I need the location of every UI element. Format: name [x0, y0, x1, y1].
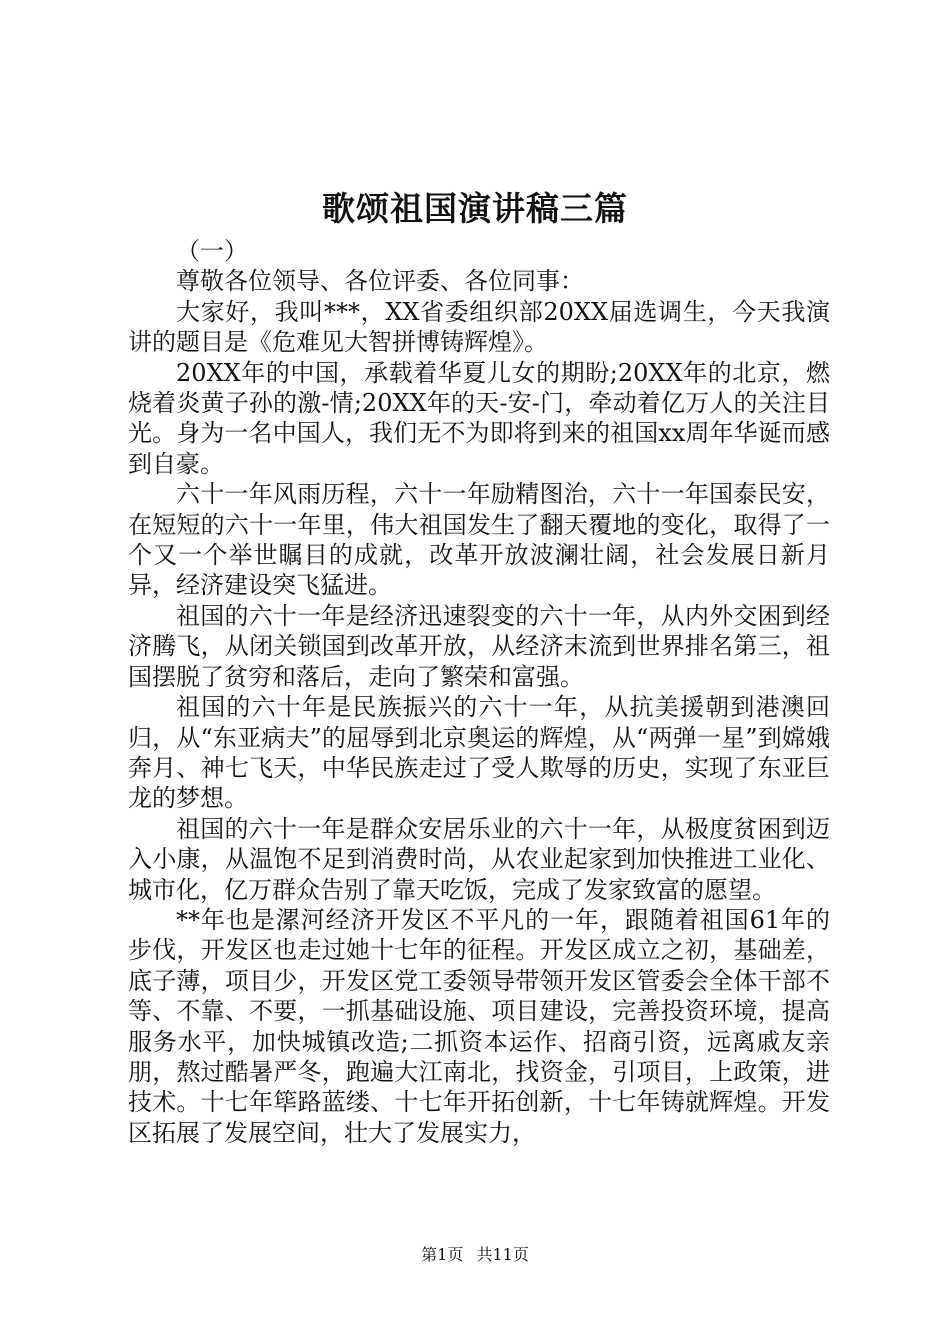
paragraph: 大家好，我叫***，XX省委组织部20XX届选调生，今天我演讲的题目是《危难见大智拼博铸辉煌》。	[128, 297, 830, 357]
document-title: 歌颂祖国演讲稿三篇	[322, 189, 628, 228]
page-footer	[0, 1244, 950, 1266]
document-body	[128, 236, 830, 1148]
paragraph: 20XX年的中国，承载着华夏儿女的期盼;20XX年的北京，燃烧着炎黄子孙的激-情;20XX年的天-安-门，牵动着亿万人的关注目光。身为一名中国人，我们无不为即将到来的祖国xx周年华诞而感到自豪。	[128, 358, 830, 478]
paragraph: 祖国的六十一年是群众安居乐业的六十一年，从极度贫困到迈入小康，从温饱不足到消费时尚，从农业起家到加快推进工业化、城市化，亿万群众告别了靠天吃饭，完成了发家致富的愿望。	[128, 814, 830, 904]
paragraph: 六十一年风雨历程，六十一年励精图治，六十一年国泰民安，在短短的六十一年里，伟大祖国发生了翻天覆地的变化，取得了一个又一个举世瞩目的成就，改革开放波澜壮阔，社会发展日新月异，经济建设突飞猛进。	[128, 480, 830, 600]
paragraph: 祖国的六十一年是经济迅速裂变的六十一年，从内外交困到经济腾飞，从闭关锁国到改革开放，从经济末流到世界排名第三，祖国摆脱了贫穷和落后，走向了繁荣和富强。	[128, 601, 830, 691]
section-marker: （一）	[176, 237, 248, 265]
page-total: 共11页	[476, 1245, 529, 1264]
page-number: 第1页	[421, 1245, 464, 1264]
salutation: 尊敬各位领导、各位评委、各位同事：	[176, 267, 584, 296]
paragraph: **年也是漯河经济开发区不平凡的一年，跟随着祖国61年的步伐，开发区也走过她十七年的征程。开发区成立之初，基础差，底子薄，项目少，开发区党工委领导带领开发区管委会全体干部不等、不靠、不要，一抓基础设施、项目建设，完善投资环境，提高服务水平，加快城镇改造;二抓资本运作、招商引资，远离戚友亲朋，熬过酷暑严冬，跑遍大江南北，找资金，引项目，上政策，进技术。十七年筚路蓝缕、十七年开拓创新，十七年铸就辉煌。开发区拓展了发展空间，壮大了发展实力，	[128, 905, 830, 1147]
paragraph: 祖国的六十年是民族振兴的六十一年，从抗美援朝到港澳回归，从“东亚病夫”的屈辱到北京奥运的辉煌，从“两弹一星”到嫦娥奔月、神七飞天，中华民族走过了受人欺辱的历史，实现了东亚巨龙的梦想。	[128, 693, 830, 813]
